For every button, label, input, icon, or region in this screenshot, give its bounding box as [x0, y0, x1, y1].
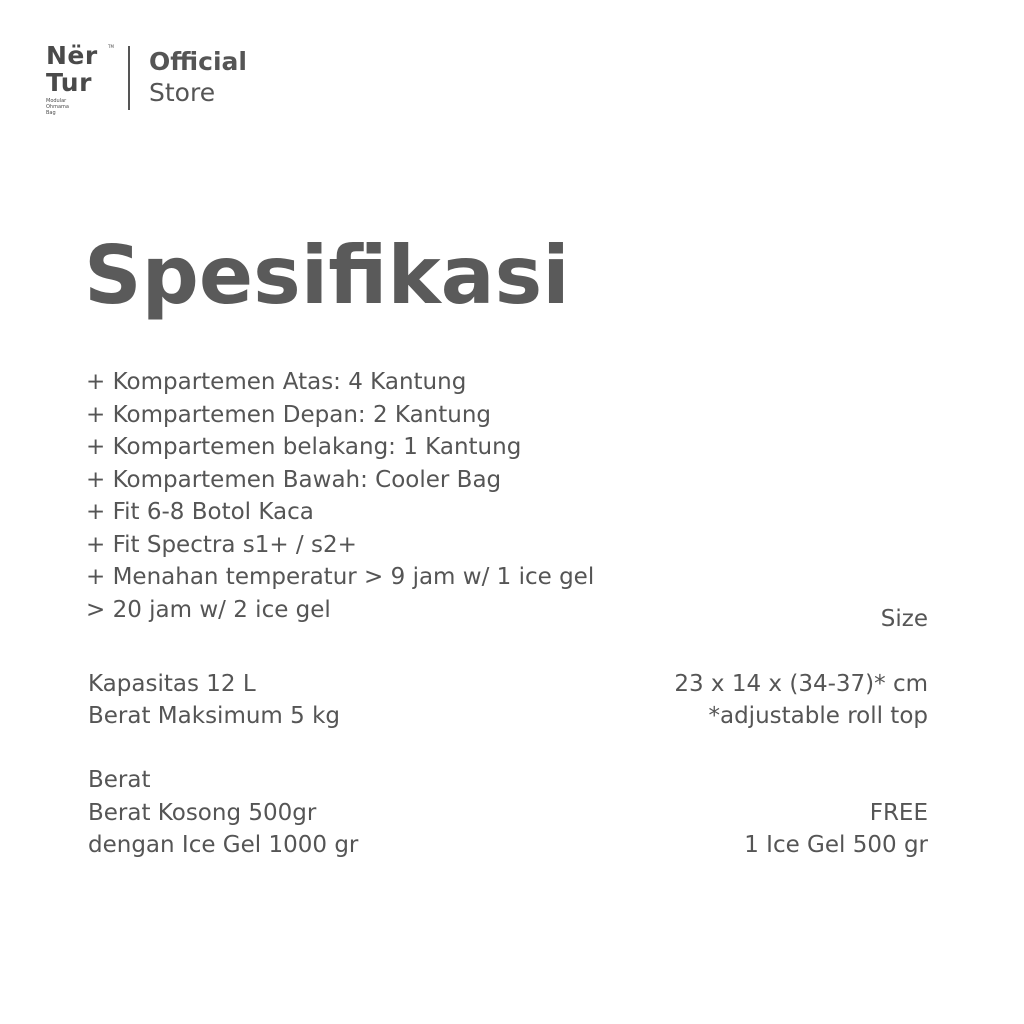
- size-note: *adjustable roll top: [708, 703, 928, 729]
- logo-tagline-2: Ohmama: [46, 104, 69, 110]
- free-label: FREE: [869, 800, 928, 826]
- logo-line-1: Nër: [46, 41, 98, 70]
- spec-item: + Kompartemen belakang: 1 Kantung: [86, 434, 522, 460]
- size-label: Size: [880, 606, 928, 632]
- spec-item: + Kompartemen Depan: 2 Kantung: [86, 401, 492, 428]
- store-label-official: Official: [149, 47, 247, 76]
- logo-tagline-1: Modular: [46, 98, 67, 104]
- size-value: 23 x 14 x (34-37)* cm: [674, 671, 928, 697]
- weight-with-gel: dengan Ice Gel 1000 gr: [88, 832, 359, 858]
- logo-tagline-3: Bag: [46, 110, 56, 116]
- header-divider: [128, 46, 130, 110]
- logo-line-2: Tur: [46, 68, 92, 97]
- capacity-line-1: Kapasitas 12 L: [88, 671, 256, 697]
- spec-item: > 20 jam w/ 2 ice gel: [86, 596, 331, 623]
- spec-item: + Fit 6-8 Botol Kaca: [86, 499, 314, 525]
- weight-empty: Berat Kosong 500gr: [88, 800, 317, 826]
- store-label-store: Store: [149, 78, 216, 107]
- logo-trademark: TM: [108, 44, 114, 49]
- spec-item: + Menahan temperatur > 9 jam w/ 1 ice gel: [86, 564, 595, 590]
- spec-list: [86, 366, 594, 626]
- spec-item: + Fit Spectra s1+ / s2+: [86, 531, 357, 558]
- logo-tagline: [46, 98, 126, 116]
- page-title: Spesifikasi: [84, 229, 570, 322]
- capacity-line-2: Berat Maksimum 5 kg: [88, 703, 341, 729]
- weight-label: Berat: [88, 767, 151, 793]
- store-label: [149, 46, 247, 108]
- spec-item: + Kompartemen Bawah: Cooler Bag: [86, 466, 502, 493]
- brand-logo: [46, 42, 126, 122]
- free-item: 1 Ice Gel 500 gr: [744, 832, 928, 858]
- spec-item: + Kompartemen Atas: 4 Kantung: [86, 369, 467, 395]
